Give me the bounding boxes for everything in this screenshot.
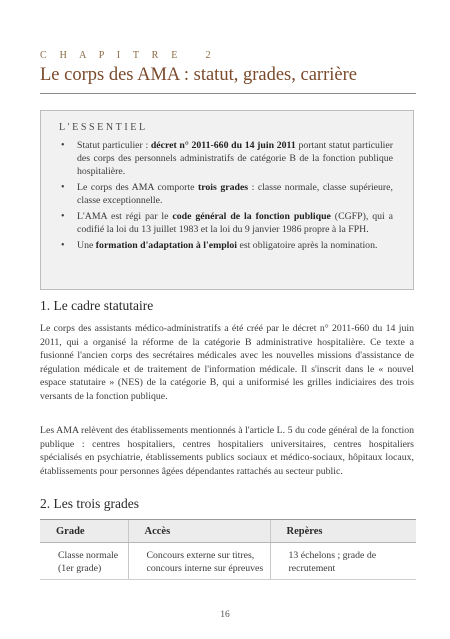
essentiel-item: [41, 210, 413, 236]
item-text: Une: [77, 240, 96, 251]
table-row: [40, 543, 416, 580]
section-title-trois-grades: 2. Les trois grades: [40, 496, 139, 511]
paragraph: Les AMA relèvent des établissements mentionnés à l'article L. 5 du code général de la fonction publique : centres hospitaliers, centres hospitaliers universitaires, centres hospitaliers spécialisés en psychiatrie, établissements publics sociaux et médico-sociaux, hôpitaux locaux, établissements pour personnes âgées dépendantes rattachés au secteur public.: [40, 425, 414, 477]
essentiel-item: [41, 139, 413, 178]
column-header-grade: Grade: [40, 520, 128, 543]
table-cell: Concours externe sur titres, concours interne sur épreuves: [128, 543, 270, 580]
page-number: 16: [220, 610, 230, 620]
grades-table: [40, 519, 416, 580]
item-emphasis: formation d'adaptation à l'emploi: [95, 240, 238, 251]
item-emphasis: décret n° 2011-660 du 14 juin 2011: [150, 140, 296, 151]
essentiel-heading: L'ESSENTIEL: [59, 122, 148, 133]
table-cell: 13 échelons ; grade de recrutement: [270, 543, 416, 580]
chapter-title: Le corps des AMA : statut, grades, carrière: [40, 65, 357, 85]
bullet-icon: •: [61, 240, 65, 251]
essentiel-box: [40, 110, 414, 290]
item-text: (CGFP), qui a codifié la loi du 13 juillet 1983 et la loi du 9 janvier 1986 propre à la FPH.: [77, 211, 394, 235]
column-header-acces: Accès: [128, 520, 270, 543]
bullet-icon: •: [61, 182, 65, 193]
essentiel-list: [41, 139, 413, 255]
essentiel-item: [41, 181, 413, 207]
title-divider: [40, 93, 416, 94]
item-emphasis: code général de la fonction publique: [172, 211, 331, 222]
item-text: Statut particulier :: [77, 140, 151, 151]
item-emphasis: trois grades: [197, 182, 249, 193]
paragraph: Le corps des assistants médico-administratifs a été créé par le décret n° 2011-660 du 14 juin 2011, qui a organisé la réforme de la catégorie B administrative hospitalière. Ce texte a fusionné l'ancien corps des secrétaires médicales avec les nouvelles missions d'assistance de régulation médicale et de traitement de l'information médicale. Il s'inscrit dans le « nouvel espace statutaire » (NES) de la catégorie B, qui a uniformisé les grilles indiciaires des trois versants de la fonction publique.: [40, 323, 414, 402]
chapter-label: C H A P I T R E 2: [40, 50, 216, 61]
bullet-icon: •: [61, 140, 65, 151]
item-text: Le corps des AMA comporte: [77, 182, 198, 193]
item-text: est obligatoire après la nomination.: [237, 240, 378, 251]
item-text: : classe normale, classe supérieure, classe exceptionnelle.: [77, 182, 393, 206]
item-text: L'AMA est régi par le: [77, 211, 173, 222]
table-header-row: [40, 520, 416, 543]
column-header-reperes: Repères: [270, 520, 416, 543]
section-title-cadre-statutaire: 1. Le cadre statutaire: [40, 298, 154, 313]
item-text: portant statut particulier des corps des personnels administratifs de catégorie B de la fonction publique hospitalière.: [77, 140, 394, 177]
bullet-icon: •: [61, 211, 65, 222]
essentiel-item: [41, 239, 413, 252]
table-cell: Classe normale (1er grade): [40, 543, 128, 580]
